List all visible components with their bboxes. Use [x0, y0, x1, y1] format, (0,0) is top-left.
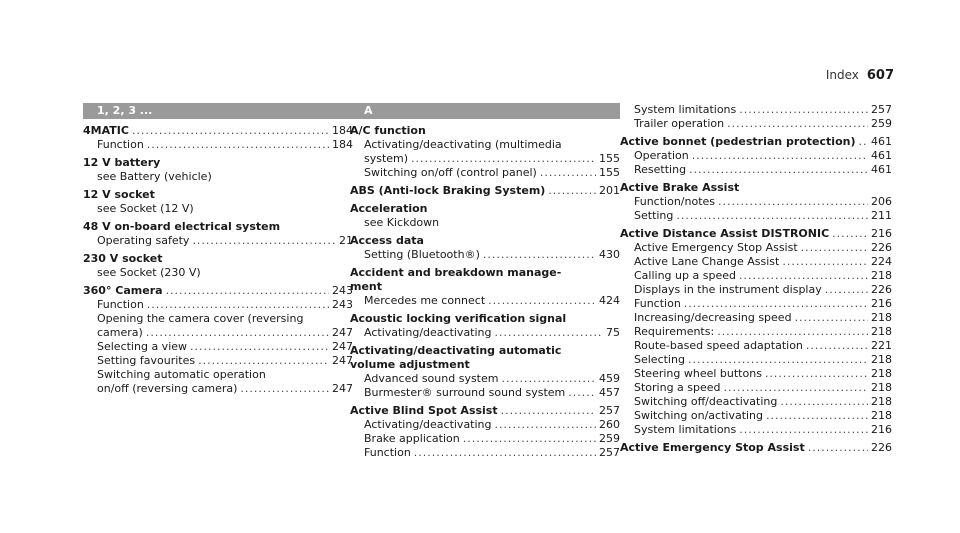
- sub-entry: [350, 248, 620, 262]
- leader-dots: [501, 372, 596, 386]
- leader-dots: [832, 227, 868, 241]
- sub-entry-text: Calling up a speed: [634, 269, 736, 282]
- sub-entry-text: Activating/deactivating: [364, 418, 492, 431]
- sub-entry-text: System limitations: [634, 423, 737, 436]
- sub-entry: [620, 297, 892, 311]
- sub-entry-text: Active Emergency Stop Assist: [634, 241, 798, 254]
- sub-entry-text: Brake application: [364, 432, 460, 445]
- index-entry: [620, 181, 892, 223]
- page-ref: 184: [332, 124, 353, 137]
- leader-dots: [495, 326, 603, 340]
- sub-entry: [620, 409, 892, 423]
- sub-entry: [620, 163, 892, 177]
- leader-dots: [689, 163, 868, 177]
- index-term: 230 V socket: [83, 252, 163, 265]
- sub-entry-text: see Socket (12 V): [97, 202, 194, 215]
- sub-entry-text: Active Lane Change Assist: [634, 255, 780, 268]
- page-ref: 424: [599, 294, 620, 307]
- index-entry: [350, 184, 620, 198]
- leader-dots: [780, 395, 868, 409]
- sub-entry-text: Resetting: [634, 163, 687, 176]
- sub-entry: [83, 202, 353, 216]
- page-ref: 243: [332, 284, 353, 297]
- sub-entry: [620, 241, 892, 255]
- sub-entry-text: Route-based speed adaptation: [634, 339, 803, 352]
- index-term-row: [350, 124, 620, 138]
- page-ref: 218: [871, 311, 892, 324]
- index-entry: [350, 202, 620, 230]
- sub-entry-text: Switching off/deactivating: [634, 395, 778, 408]
- sub-entry-text: Setting: [634, 209, 674, 222]
- index-column-2: [350, 103, 620, 464]
- sub-entry-text: Function/notes: [634, 195, 716, 208]
- page-ref: 75: [606, 326, 620, 339]
- page-ref: 247: [332, 326, 353, 339]
- leader-dots: [795, 311, 868, 325]
- sub-entry-text: Opening the camera cover (reversing: [97, 312, 304, 325]
- page-ref: 226: [871, 283, 892, 296]
- sub-entry-text: Function: [634, 297, 681, 310]
- index-term: 360° Camera: [83, 284, 163, 297]
- sub-entry: [350, 166, 620, 180]
- page-ref: 226: [871, 441, 892, 454]
- sub-entry: [620, 311, 892, 325]
- page-ref: 257: [871, 103, 892, 116]
- leader-dots: [739, 423, 868, 437]
- sub-entry: [620, 149, 892, 163]
- index-term: Acceleration: [350, 202, 428, 215]
- index-term-row: [620, 227, 892, 241]
- index-term: Active Brake Assist: [620, 181, 740, 194]
- sub-entry: [83, 234, 353, 248]
- sub-entry-text: Function: [97, 138, 144, 151]
- leader-dots: [414, 446, 596, 460]
- leader-dots: [808, 441, 868, 455]
- leader-dots: [540, 166, 596, 180]
- leader-dots: [739, 269, 868, 283]
- index-term-row: [83, 156, 353, 170]
- index-term: A/C function: [350, 124, 426, 137]
- sub-entry: [620, 209, 892, 223]
- sub-entry: [620, 103, 892, 117]
- leader-dots: [765, 367, 868, 381]
- sub-entry: [620, 339, 892, 353]
- leader-dots: [548, 184, 596, 198]
- leader-dots: [727, 117, 868, 131]
- sub-entry-text: Activating/deactivating (multimedia: [364, 138, 562, 151]
- index-entry: [83, 156, 353, 184]
- leader-dots: [688, 353, 868, 367]
- index-term: Active Blind Spot Assist: [350, 404, 498, 417]
- page-ref: 218: [871, 325, 892, 338]
- index-term: Active Emergency Stop Assist: [620, 441, 805, 454]
- leader-dots: [801, 241, 868, 255]
- index-term-row: [620, 441, 892, 455]
- page-ref: 206: [871, 195, 892, 208]
- sub-entry: [350, 386, 620, 400]
- sub-entry: [350, 152, 620, 166]
- page-ref: 218: [871, 409, 892, 422]
- index-term: 12 V socket: [83, 188, 155, 201]
- sub-entry: [620, 255, 892, 269]
- sub-entry: [350, 372, 620, 386]
- index-entry: [83, 220, 353, 248]
- index-term: 48 V on-board electrical system: [83, 220, 281, 233]
- sub-entry: [620, 395, 892, 409]
- page-ref: 461: [871, 163, 892, 176]
- index-term-row: [350, 202, 620, 216]
- leader-dots: [676, 209, 868, 223]
- index-term: Access data: [350, 234, 424, 247]
- leader-dots: [739, 103, 868, 117]
- sub-entry-text: see Socket (230 V): [97, 266, 201, 279]
- leader-dots: [147, 138, 329, 152]
- index-term-row: [620, 181, 892, 195]
- leader-dots: [717, 325, 868, 339]
- leader-dots: [190, 340, 329, 354]
- leader-dots: [766, 409, 868, 423]
- sub-entry-text: Function: [97, 298, 144, 311]
- index-term: ABS (Anti-lock Braking System): [350, 184, 546, 197]
- index-entry: [83, 124, 353, 152]
- sub-entry: [350, 326, 620, 340]
- page-ref: 218: [871, 269, 892, 282]
- sub-entry: [350, 216, 620, 230]
- leader-dots: [692, 149, 868, 163]
- sub-entry-text: Mercedes me connect: [364, 294, 486, 307]
- leader-dots: [463, 432, 596, 446]
- index-entry: [83, 188, 353, 216]
- index-term-row: [83, 284, 353, 298]
- sub-entry: [620, 283, 892, 297]
- index-term-row: [350, 280, 620, 294]
- page-ref: 221: [871, 339, 892, 352]
- index-entry: [620, 103, 892, 131]
- page-ref: 216: [871, 423, 892, 436]
- sub-entry-text: Function: [364, 446, 411, 459]
- sub-entry: [350, 294, 620, 308]
- page-ref: 457: [599, 386, 620, 399]
- page-ref: 257: [599, 446, 620, 459]
- index-entry: [620, 227, 892, 437]
- page-ref: 211: [871, 209, 892, 222]
- sub-entry-text: Selecting a view: [97, 340, 188, 353]
- sub-entry-text: Switching on/off (control panel): [364, 166, 537, 179]
- sub-entry: [350, 446, 620, 460]
- sub-entry-text: Trailer operation: [634, 117, 725, 130]
- index-term: Acoustic locking verification signal: [350, 312, 567, 325]
- sub-entry: [620, 325, 892, 339]
- sub-entry-text: see Battery (vehicle): [97, 170, 212, 183]
- leader-dots: [132, 124, 329, 138]
- header-label: Index: [825, 68, 859, 82]
- sub-entry: [620, 117, 892, 131]
- sub-entry: [83, 354, 353, 368]
- page-number: 607: [866, 68, 894, 83]
- index-term-row: [620, 135, 892, 149]
- page-ref: 21: [339, 234, 353, 247]
- page-ref: 259: [871, 117, 892, 130]
- index-term-row: [83, 220, 353, 234]
- page-ref: 259: [599, 432, 620, 445]
- leader-dots: [488, 294, 596, 308]
- page-ref: 218: [871, 353, 892, 366]
- leader-dots: [825, 283, 868, 297]
- index-term-row: [350, 184, 620, 198]
- index-term-continued: volume adjustment: [350, 358, 470, 371]
- index-term-row: [350, 404, 620, 418]
- page-ref: 226: [871, 241, 892, 254]
- sub-entry-text: System limitations: [634, 103, 737, 116]
- sub-entry: [83, 382, 353, 396]
- sub-entry-text: Increasing/decreasing speed: [634, 311, 792, 324]
- sub-entry-text: Operating safety: [97, 234, 190, 247]
- page-ref: 247: [332, 382, 353, 395]
- sub-entry: [83, 298, 353, 312]
- page-ref: 260: [599, 418, 620, 431]
- page-ref: 216: [871, 227, 892, 240]
- sub-entry: [83, 266, 353, 280]
- sub-entry-text: Operation: [634, 149, 689, 162]
- sub-entry-continued: camera): [97, 326, 143, 339]
- page-ref: 461: [871, 135, 892, 148]
- sub-entry: [83, 170, 353, 184]
- section-heading: 1, 2, 3 ...: [83, 103, 353, 119]
- index-term-continued: ment: [350, 280, 383, 293]
- leader-dots: [483, 248, 596, 262]
- page-ref: 155: [599, 152, 620, 165]
- index-term: Activating/deactivating automatic: [350, 344, 562, 357]
- leader-dots: [240, 382, 329, 396]
- sub-entry: [83, 326, 353, 340]
- sub-entry-text: Steering wheel buttons: [634, 367, 762, 380]
- index-entry: [83, 252, 353, 280]
- page-ref: 247: [332, 354, 353, 367]
- leader-dots: [684, 297, 868, 311]
- leader-dots: [411, 152, 596, 166]
- sub-entry-text: Selecting: [634, 353, 685, 366]
- page-ref: 243: [332, 298, 353, 311]
- index-term: 12 V battery: [83, 156, 161, 169]
- sub-entry: [620, 195, 892, 209]
- leader-dots: [568, 386, 596, 400]
- page-ref: 461: [871, 149, 892, 162]
- page-ref: 430: [599, 248, 620, 261]
- page-ref: 216: [871, 297, 892, 310]
- index-entry: [350, 124, 620, 180]
- sub-entry-continued: system): [364, 152, 409, 165]
- sub-entry: [620, 367, 892, 381]
- index-entry: [620, 135, 892, 177]
- sub-entry-text: Burmester® surround sound system: [364, 386, 566, 399]
- index-entry: [83, 284, 353, 396]
- page-ref: 184: [332, 138, 353, 151]
- leader-dots: [501, 404, 596, 418]
- sub-entry-text: Advanced sound system: [364, 372, 499, 385]
- index-entry: [350, 312, 620, 340]
- leader-dots: [718, 195, 868, 209]
- sub-entry-text: Requirements:: [634, 325, 715, 338]
- index-term-row: [350, 312, 620, 326]
- sub-entry: [620, 353, 892, 367]
- leader-dots: [146, 326, 329, 340]
- leader-dots: [147, 298, 329, 312]
- page-ref: 218: [871, 381, 892, 394]
- sub-entry-text: see Kickdown: [364, 216, 440, 229]
- leader-dots: [166, 284, 329, 298]
- index-entry: [350, 234, 620, 262]
- index-term: Accident and breakdown manage-: [350, 266, 562, 279]
- sub-entry: [620, 269, 892, 283]
- page-ref: 459: [599, 372, 620, 385]
- index-entry: [350, 404, 620, 460]
- index-entry: [620, 441, 892, 455]
- page-ref: 257: [599, 404, 620, 417]
- sub-entry: [83, 138, 353, 152]
- index-term: Active Distance Assist DISTRONIC: [620, 227, 830, 240]
- index-term-row: [83, 124, 353, 138]
- sub-entry-text: Setting (Bluetooth®): [364, 248, 480, 261]
- sub-entry-text: Displays in the instrument display: [634, 283, 822, 296]
- page-ref: 224: [871, 255, 892, 268]
- leader-dots: [495, 418, 596, 432]
- sub-entry-continued: on/off (reversing camera): [97, 382, 238, 395]
- sub-entry: [620, 423, 892, 437]
- leader-dots: [806, 339, 868, 353]
- sub-entry-text: Storing a speed: [634, 381, 721, 394]
- leader-dots: [198, 354, 329, 368]
- sub-entry-text: Switching on/activating: [634, 409, 764, 422]
- leader-dots: [724, 381, 868, 395]
- section-heading: A: [350, 103, 620, 119]
- sub-entry: [83, 340, 353, 354]
- page-ref: 247: [332, 340, 353, 353]
- sub-entry: [620, 381, 892, 395]
- sub-entry: [350, 418, 620, 432]
- sub-entry: [350, 432, 620, 446]
- page-ref: 218: [871, 367, 892, 380]
- index-term: Active bonnet (pedestrian protection): [620, 135, 856, 148]
- sub-entry-text: Activating/deactivating: [364, 326, 492, 339]
- index-term-row: [83, 252, 353, 266]
- leader-dots: [782, 255, 868, 269]
- sub-entry-text: Setting favourites: [97, 354, 196, 367]
- index-term: 4MATIC: [83, 124, 129, 137]
- index-term-row: [83, 188, 353, 202]
- page-ref: 201: [599, 184, 620, 197]
- index-column-3: [620, 103, 892, 459]
- leader-dots: [859, 135, 869, 149]
- sub-entry-text: Switching automatic operation: [97, 368, 266, 381]
- index-column-1: [83, 103, 353, 400]
- index-term-row: [350, 234, 620, 248]
- index-entry: [350, 266, 620, 308]
- page-ref: 218: [871, 395, 892, 408]
- page-header: [826, 68, 894, 83]
- index-term-row: [350, 358, 620, 372]
- leader-dots: [192, 234, 336, 248]
- index-entry: [350, 344, 620, 400]
- page-ref: 155: [599, 166, 620, 179]
